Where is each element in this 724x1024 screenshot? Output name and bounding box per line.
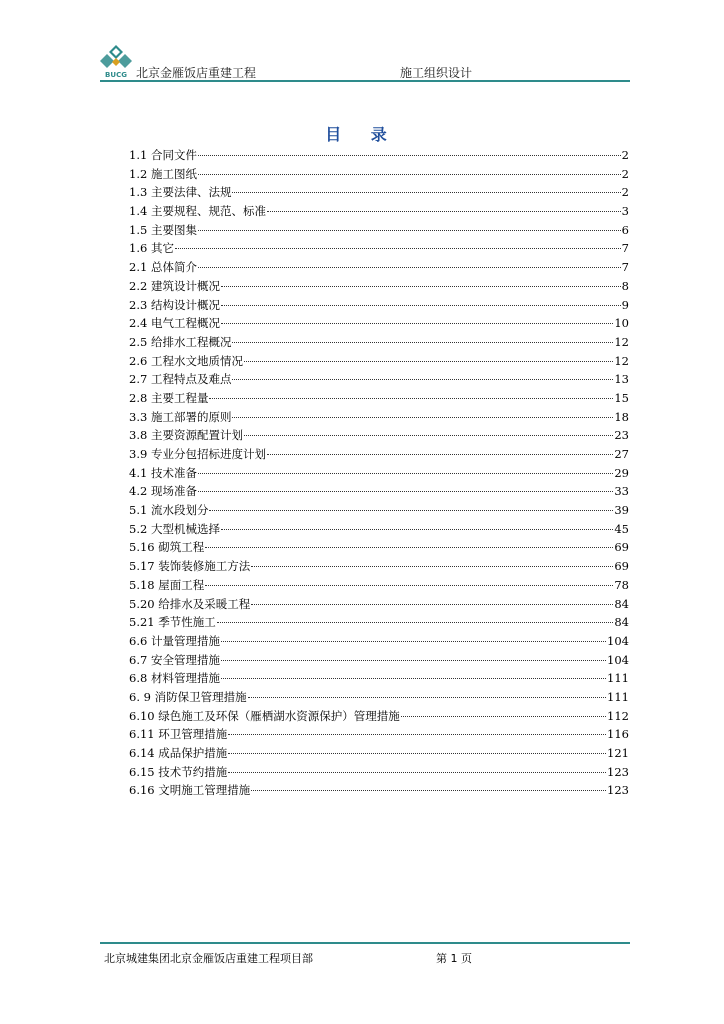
toc-entry-label: 6.7 安全管理措施: [129, 652, 220, 667]
toc-entry-page: 111: [607, 671, 629, 686]
toc-entry-label: 6.16 文明施工管理措施: [129, 783, 251, 798]
toc-entry-page: 69: [614, 540, 629, 555]
toc-entry-page: 78: [614, 577, 629, 592]
toc-entry-page: 111: [607, 689, 629, 704]
toc-entry-label: 2.6 工程水文地质情况: [129, 353, 243, 368]
toc-entry-page: 104: [607, 633, 629, 648]
toc-entry-page: 69: [614, 559, 629, 574]
toc-entry-label: 5.2 大型机械选择: [129, 521, 220, 536]
toc-entry-label: 5.21 季节性施工: [129, 615, 216, 630]
toc-dot-leader: [232, 367, 613, 380]
toc-dot-leader: [232, 405, 613, 418]
toc-entry-label: 2.4 电气工程概况: [129, 316, 220, 331]
toc-dot-leader: [209, 498, 613, 511]
toc-dot-leader: [221, 648, 606, 661]
toc-dot-leader: [251, 592, 613, 605]
toc-entry-page: 7: [621, 260, 629, 275]
toc-entry-page: 9: [621, 297, 629, 312]
toc-entry-page: 84: [614, 596, 629, 611]
toc-dot-leader: [221, 666, 606, 679]
toc-entry-label: 6.14 成品保护措施: [129, 746, 228, 760]
toc-entry-page: 3: [621, 204, 629, 219]
document-title: 施工组织设计: [400, 66, 473, 80]
toc-entry-label: 1.6 其它: [129, 241, 174, 256]
toc-entry-page: 104: [607, 652, 629, 667]
toc-entry-label: 3.3 施工部署的原则: [129, 409, 232, 424]
toc-entry-page: 29: [614, 465, 629, 480]
toc-dot-leader: [198, 461, 613, 474]
toc-entry-label: 1.5 主要图集: [129, 222, 197, 237]
toc-entry-label: 1.3 主要法律、法规: [129, 185, 232, 200]
toc-entry-page: 112: [607, 708, 629, 723]
toc-entry-label: 6.8 材料管理措施: [129, 671, 220, 686]
toc-entry-label: 5.1 流水段划分: [129, 503, 209, 518]
toc-entry-page: 123: [607, 764, 629, 779]
table-of-contents: [129, 146, 629, 800]
page-header: [100, 44, 628, 80]
toc-entry-label: 6.15 技术节约措施: [129, 764, 228, 779]
toc-dot-leader: [401, 704, 606, 717]
toc-entry-label: 2.1 总体简介: [129, 260, 197, 275]
header-rule: [100, 80, 630, 82]
toc-dot-leader: [251, 554, 613, 567]
toc-dot-leader: [217, 610, 614, 623]
toc-entry-label: 6. 9 消防保卫管理措施: [129, 689, 247, 704]
toc-dot-leader: [232, 330, 613, 343]
toc-dot-leader: [248, 685, 606, 698]
toc-entry-page: 12: [614, 334, 629, 349]
footer-page-number: 第 1 页: [436, 952, 472, 965]
toc-entry-label: 1.2 施工图纸: [129, 166, 197, 181]
toc-entry-label: 4.1 技术准备: [129, 465, 197, 480]
toc-entry-page: 7: [621, 241, 629, 256]
toc-dot-leader: [221, 293, 621, 306]
toc-dot-leader: [267, 442, 613, 455]
toc-entry-label: 6.10 绿色施工及环保（雁栖湖水资源保护）管理措施: [129, 708, 400, 723]
toc-dot-leader: [209, 386, 613, 399]
toc-dot-leader: [198, 143, 621, 156]
toc-entry-page: 10: [614, 316, 629, 331]
toc-entry-page: 8: [621, 278, 629, 293]
toc-entry-label: 1.4 主要规程、规范、标准: [129, 204, 266, 219]
toc-entry-label: 5.18 屋面工程: [129, 577, 205, 592]
toc-entry-label: 3.8 主要资源配置计划: [129, 428, 243, 443]
toc-entry-page: 2: [621, 185, 629, 200]
toc-entry-page: 12: [614, 353, 629, 368]
toc-title: 目 录: [325, 125, 399, 144]
toc-entry-label: 1.1 合同文件: [129, 148, 197, 162]
toc-dot-leader: [244, 349, 613, 362]
toc-entry-page: 2: [621, 148, 629, 162]
toc-entry-label: 2.2 建筑设计概况: [129, 278, 220, 293]
toc-entry-page: 15: [614, 390, 629, 405]
toc-entry-page: 45: [614, 521, 629, 536]
toc-entry-label: 2.7 工程特点及难点: [129, 372, 232, 387]
toc-dot-leader: [175, 236, 621, 249]
toc-dot-leader: [198, 218, 621, 231]
toc-dot-leader: [228, 760, 606, 773]
toc-entry-page: 84: [614, 615, 629, 630]
toc-dot-leader: [198, 255, 621, 268]
toc-entry-label: 2.5 给排水工程概况: [129, 334, 232, 349]
toc-dot-leader: [198, 479, 613, 492]
toc-dot-leader: [267, 199, 621, 212]
footer-rule: [100, 942, 630, 944]
toc-dot-leader: [221, 311, 613, 324]
toc-dot-leader: [228, 741, 606, 754]
toc-entry-label: 2.8 主要工程量: [129, 390, 209, 405]
toc-dot-leader: [198, 162, 621, 175]
bucg-logo: [100, 44, 132, 80]
toc-entry-page: 2: [621, 166, 629, 181]
toc-dot-leader: [205, 573, 613, 586]
toc-dot-leader: [244, 423, 613, 436]
toc-dot-leader: [221, 274, 621, 287]
toc-entry-label: 6.6 计量管理措施: [129, 633, 220, 648]
toc-dot-leader: [228, 722, 606, 735]
footer-department: 北京城建集团北京金雁饭店重建工程项目部: [104, 952, 313, 965]
toc-dot-leader: [221, 629, 606, 642]
toc-entry-label: 4.2 现场准备: [129, 484, 197, 499]
toc-entry-page: 39: [614, 503, 629, 518]
toc-entry-page: 6: [621, 222, 629, 237]
toc-entry-label: 6.11 环卫管理措施: [129, 727, 228, 742]
toc-entry-page: 33: [614, 484, 629, 499]
toc-entry-page: 27: [614, 447, 629, 461]
toc-dot-leader: [205, 535, 613, 548]
toc-dot-leader: [251, 778, 606, 791]
toc-entry-page: 23: [614, 428, 629, 443]
toc-entry-page: 18: [614, 409, 629, 424]
toc-dot-leader: [232, 180, 620, 193]
toc-entry-label: 3.9 专业分包招标进度计划: [129, 447, 266, 461]
toc-entry-page: 121: [607, 746, 629, 760]
toc-entry-page: 116: [607, 727, 629, 742]
toc-entry-label: 5.16 砌筑工程: [129, 540, 205, 555]
toc-entry-label: 5.17 装饰装修施工方法: [129, 559, 251, 574]
toc-entry[interactable]: [129, 781, 629, 800]
toc-dot-leader: [221, 517, 613, 530]
toc-entry-page: 13: [614, 372, 629, 387]
toc-entry-label: 5.20 给排水及采暖工程: [129, 596, 251, 611]
logo-text: BUCG: [105, 71, 127, 79]
toc-entry-page: 123: [607, 783, 629, 798]
project-name: 北京金雁饭店重建工程: [136, 66, 257, 80]
toc-entry-label: 2.3 结构设计概况: [129, 297, 220, 312]
